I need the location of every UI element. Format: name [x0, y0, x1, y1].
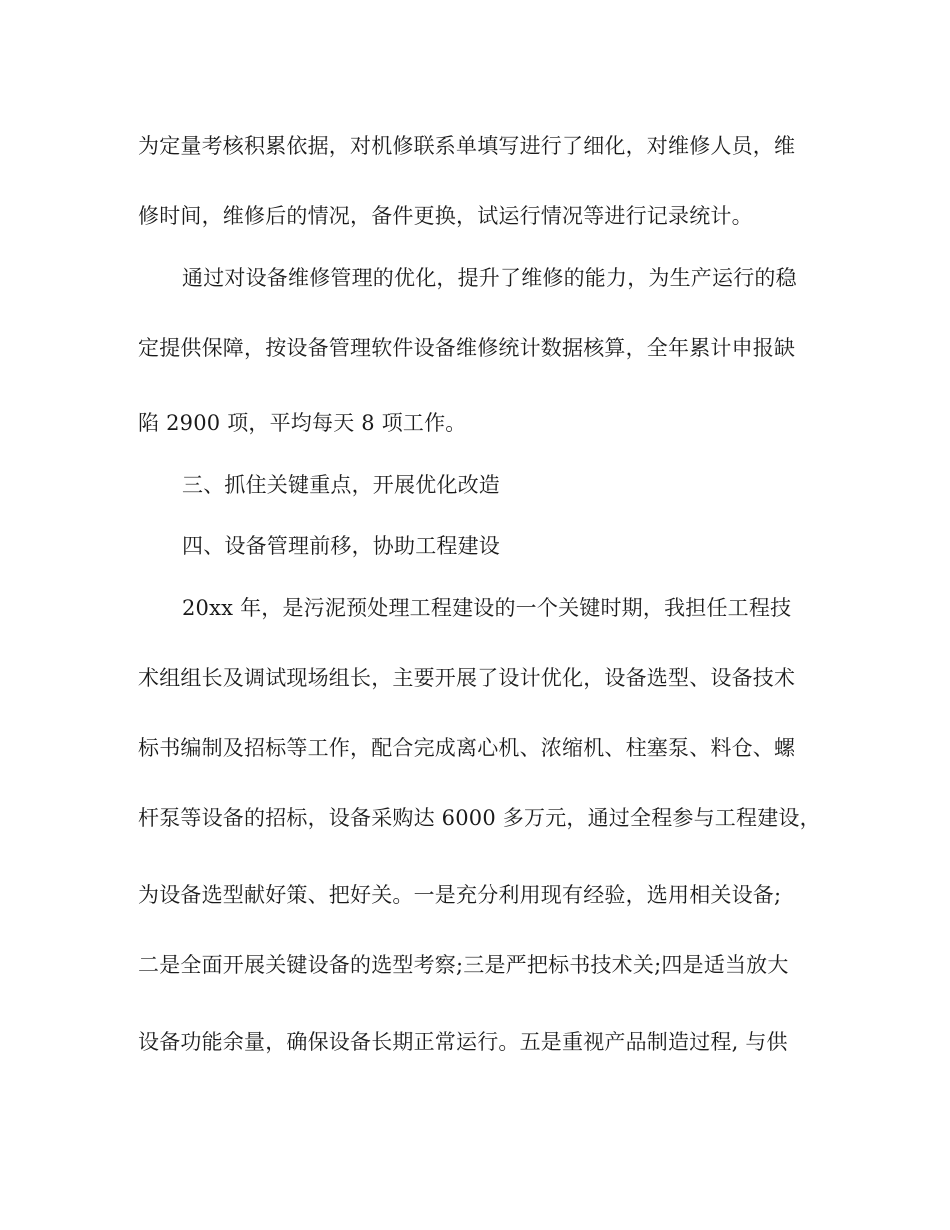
section-heading-3: 三、抓住关键重点，开展优化改造 [182, 473, 500, 497]
text-line-11: 杆泵等设备的招标，设备采购达 6000 多万元，通过全程参与工程建设， [138, 806, 821, 830]
text-line-1: 为定量考核积累依据，对机修联系单填写进行了细化，对维修人员，维 [138, 134, 796, 158]
section-heading-4: 四、设备管理前移，协助工程建设 [182, 534, 500, 558]
text-line-12: 为设备选型献好策、把好关。一是充分利用现有经验，选用相关设备; [138, 883, 782, 907]
text-line-4: 定提供保障，按设备管理软件设备维修统计数据核算，全年累计申报缺 [138, 336, 796, 360]
paragraph-start-line-3: 通过对设备维修管理的优化，提升了维修的能力，为生产运行的稳 [182, 266, 797, 290]
text-line-14: 设备功能余量，确保设备长期正常运行。五是重视产品制造过程, 与供 [138, 1030, 788, 1054]
text-line-5: 陷 2900 项，平均每天 8 项工作。 [138, 411, 467, 435]
text-line-10: 标书编制及招标等工作，配合完成离心机、浓缩机、柱塞泵、料仓、螺 [138, 736, 796, 760]
paragraph-start-line-8: 20xx 年，是污泥预处理工程建设的一个关键时期，我担任工程技 [182, 596, 792, 620]
text-line-9: 术组组长及调试现场组长，主要开展了设计优化，设备选型、设备技术 [138, 666, 796, 690]
text-line-13: 二是全面开展关键设备的选型考察;三是严把标书技术关;四是适当放大 [138, 953, 789, 977]
text-line-2: 修时间，维修后的情况，备件更换，试运行情况等进行记录统计。 [138, 204, 753, 228]
